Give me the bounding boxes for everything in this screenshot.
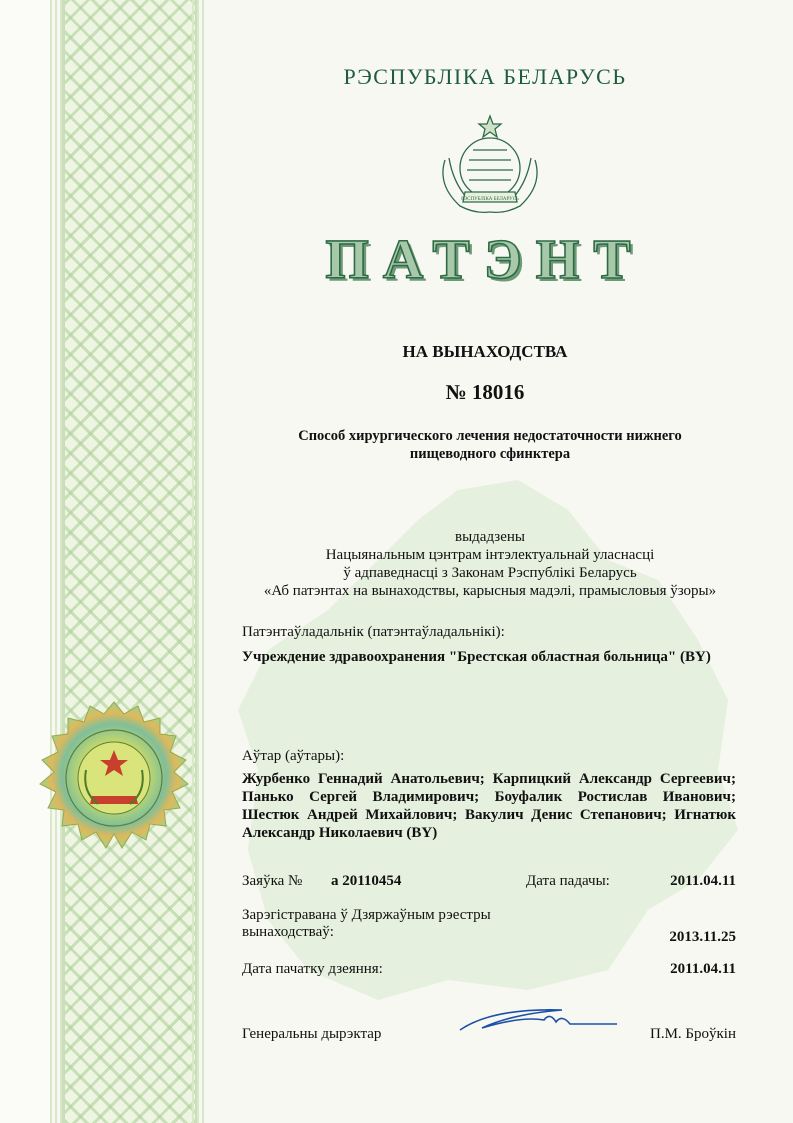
emblem-ribbon-text: РЭСПУБЛІКА БЕЛАРУСЬ [461,197,519,202]
patent-number: № 18016 [445,380,525,404]
registered-label-line: Зарэгістравана ў Дзяржаўным рэестры [242,907,491,923]
application-label: Заяўка № [242,873,303,889]
issued-line: выдадзены [455,529,525,545]
holder-value: Учреждение здравоохранения "Брестская областная больница" (BY) [242,649,711,665]
signatory-name: П.М. Броўкін [649,1026,736,1042]
issued-line: Нацыянальным цэнтрам інтэлектуальнай уласнасці [325,547,655,563]
filing-date-label: Дата падачы: [526,873,610,889]
invention-title [250,427,730,463]
hologram-seal [34,700,194,860]
invention-title-line: Способ хирургического лечения недостаточности нижнего [298,428,682,444]
director-signature [452,1002,622,1042]
registered-label-line: вынаходстваў: [242,924,334,940]
signatory-position: Генеральны дырэктар [242,1026,382,1042]
issued-line: «Аб патэнтах на вынаходствы, карысныя мадэлі, прамысловыя ўзоры» [263,583,717,599]
band-stripes-left [50,0,62,1123]
filing-date-value: 2011.04.11 [670,873,736,889]
registered-label [242,907,491,941]
issued-by-block [220,528,760,600]
document-subtitle: НА ВЫНАХОДСТВА [402,342,568,361]
registered-date-value: 2013.11.25 [669,929,736,945]
application-value: а 20110454 [331,873,402,889]
ornamental-band [62,0,198,1123]
issued-line: ў адпаведнасці з Законам Рэспублікі Беларусь [343,565,637,581]
left-margin [0,0,50,1123]
authors-label: Аўтар (аўтары): [242,748,345,764]
invention-title-line: пищеводного сфинктера [409,446,571,462]
start-date-value: 2011.04.11 [670,961,736,977]
holder-label: Патэнтаўладальнік (патэнтаўладальнікі): [242,624,505,640]
authors-value: Журбенко Геннадий Анатольевич; Карпицкий Александр Сергеевич; Панько Сергей Владимирович; Боуфалик Ростислав Иванович; Шестюк Андрей Михайлович; Вакулич Денис Степанович; Игнатюк Александр Николаевич (BY) [242,771,736,841]
document-title: ПАТЭНТ [325,229,645,291]
state-emblem [425,110,555,218]
band-stripes-right [192,0,204,1123]
country-name: РЭСПУБЛІКА БЕЛАРУСЬ [343,64,627,89]
start-date-label: Дата пачатку дзеяння: [242,961,383,977]
